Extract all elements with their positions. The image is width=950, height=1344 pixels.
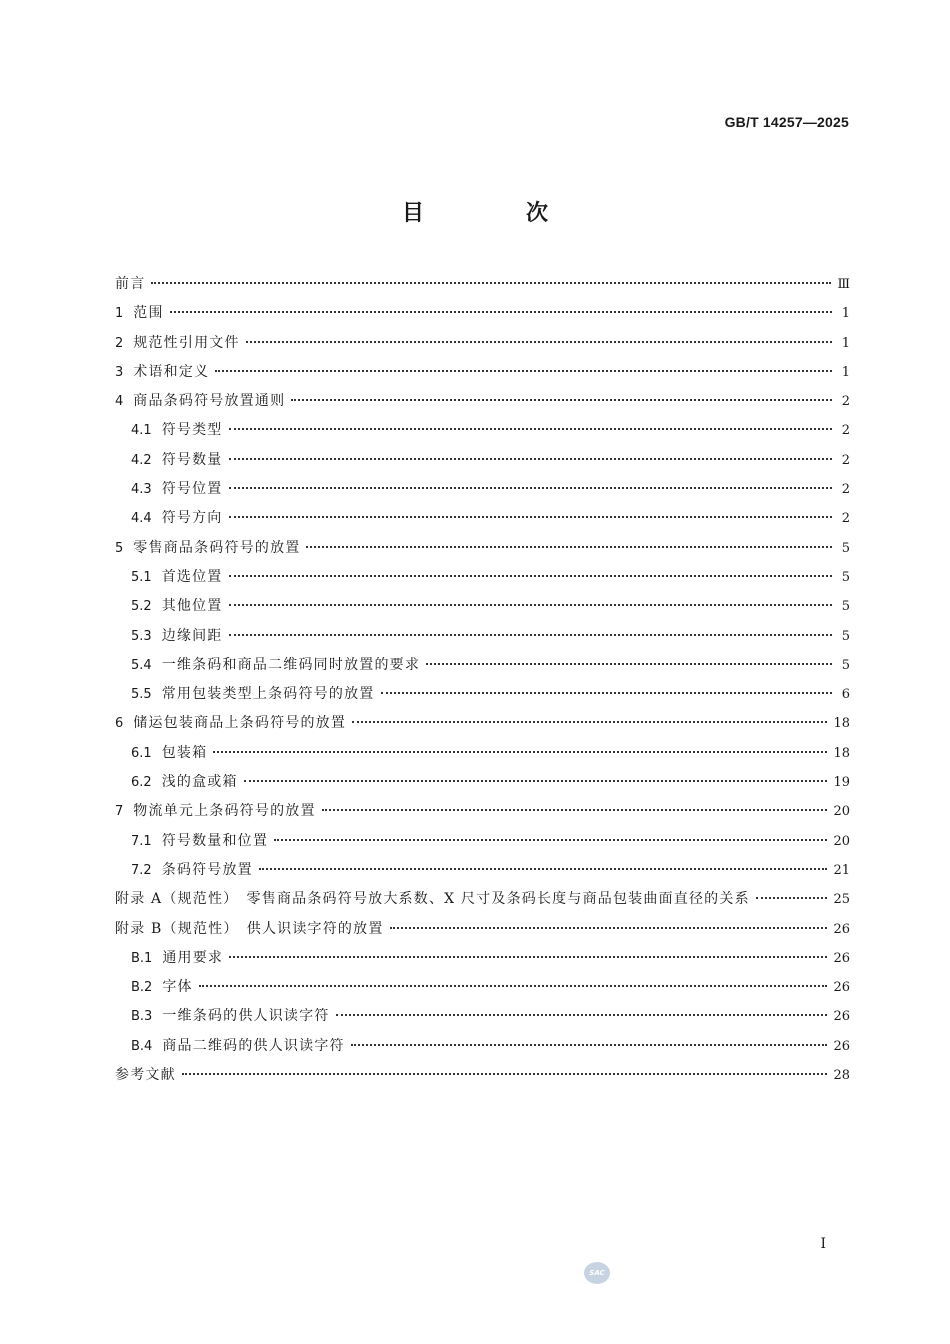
toc-entry[interactable]: [115, 680, 850, 709]
toc-entry-page: 18: [833, 745, 850, 761]
toc-entry-label: 符号方向: [161, 510, 223, 527]
toc-entry[interactable]: [115, 416, 850, 445]
toc-entry[interactable]: [115, 827, 850, 856]
toc-leader-dots: [274, 839, 827, 841]
toc-entry-number: 5.5: [131, 687, 152, 703]
toc-leader-dots: [229, 516, 833, 518]
toc-entry-page: 1: [841, 306, 850, 322]
toc-entry-number: 4: [115, 394, 124, 410]
toc-entry-page: 6: [841, 687, 850, 703]
toc-entry-label: 附录 B（规范性） 供人识读字符的放置: [115, 920, 384, 937]
toc-entry-number: B.4: [131, 1038, 153, 1054]
toc-leader-dots: [352, 721, 827, 723]
toc-entry[interactable]: [115, 1061, 850, 1090]
toc-entry-number: 5: [115, 540, 124, 556]
toc-leader-dots: [246, 341, 832, 343]
toc-entry-page: 5: [841, 599, 850, 615]
toc-leader-dots: [291, 399, 832, 401]
toc-entry-label: 符号位置: [161, 481, 223, 498]
toc-entry-label: 边缘间距: [161, 627, 223, 644]
toc-leader-dots: [259, 868, 828, 870]
toc-leader-dots: [229, 634, 833, 636]
toc-entry[interactable]: [115, 1002, 850, 1031]
toc-entry[interactable]: [115, 299, 850, 328]
toc-entry-number: 6.2: [131, 775, 152, 791]
toc-entry-page: 5: [841, 569, 850, 585]
toc-entry-page: 25: [833, 892, 850, 908]
toc-entry[interactable]: [115, 592, 850, 621]
toc-entry-number: 7: [115, 804, 124, 820]
toc-leader-dots: [199, 985, 828, 987]
toc-entry[interactable]: [115, 973, 850, 1002]
toc-entry-label: 浅的盒或箱: [161, 774, 238, 791]
toc-entry-page: Ⅲ: [837, 277, 850, 292]
toc-entry[interactable]: [115, 944, 850, 973]
toc-entry-page: 2: [841, 452, 850, 468]
toc-leader-dots: [229, 487, 833, 489]
toc-entry-number: 5.4: [131, 657, 152, 673]
toc-entry[interactable]: [115, 856, 850, 885]
toc-entry-label: 字体: [162, 979, 193, 996]
toc-entry-page: 2: [841, 511, 850, 527]
toc-entry-label: 其他位置: [161, 598, 223, 615]
toc-entry-page: 5: [841, 657, 850, 673]
toc-entry-number: 5.3: [131, 628, 152, 644]
toc-entry-page: 26: [833, 980, 850, 996]
toc-leader-dots: [244, 780, 828, 782]
toc-entry-label: 条码符号放置: [161, 861, 253, 878]
toc-entry-number: 3: [115, 364, 124, 380]
toc-entry-number: 5.2: [131, 599, 152, 615]
toc-leader-dots: [229, 604, 833, 606]
toc-entry-page: 26: [833, 921, 850, 937]
toc-leader-dots: [229, 575, 833, 577]
toc-entry-number: B.3: [131, 1009, 153, 1025]
table-of-contents: [115, 270, 850, 1090]
toc-leader-dots: [229, 428, 833, 430]
toc-entry-page: 1: [841, 364, 850, 380]
toc-leader-dots: [215, 370, 832, 372]
toc-leader-dots: [306, 546, 832, 548]
toc-entry-page: 28: [833, 1068, 850, 1084]
toc-leader-dots: [229, 956, 827, 958]
toc-entry-label: 范围: [133, 305, 164, 322]
toc-entry-label: 通用要求: [162, 949, 224, 966]
toc-entry[interactable]: [115, 358, 850, 387]
toc-leader-dots: [213, 751, 827, 753]
toc-entry-label: 参考文献: [115, 1067, 176, 1084]
toc-entry-number: B.1: [131, 950, 153, 966]
toc-entry-page: 18: [833, 716, 850, 732]
toc-entry[interactable]: [115, 915, 850, 944]
toc-entry-label: 物流单元上条码符号的放置: [133, 803, 316, 820]
toc-entry-number: 4.2: [131, 452, 152, 468]
toc-entry[interactable]: [115, 1032, 850, 1061]
toc-entry[interactable]: [115, 504, 850, 533]
toc-leader-dots: [390, 927, 828, 929]
sac-logo: SAC: [584, 1262, 610, 1284]
toc-entry-page: 5: [841, 540, 850, 556]
toc-entry-label: 一维条码的供人识读字符: [162, 1008, 330, 1025]
toc-entry-number: 7.2: [131, 862, 152, 878]
toc-entry[interactable]: [115, 270, 850, 299]
toc-leader-dots: [756, 897, 828, 899]
toc-entry-label: 首选位置: [161, 568, 223, 585]
toc-leader-dots: [351, 1044, 828, 1046]
toc-entry[interactable]: [115, 446, 850, 475]
page-title: 目 次: [401, 201, 588, 226]
toc-entry-page: 26: [833, 1009, 850, 1025]
toc-leader-dots: [336, 1014, 828, 1016]
toc-entry-page: 2: [841, 394, 850, 410]
toc-entry-number: B.2: [131, 980, 153, 996]
page-number: I: [820, 1236, 826, 1252]
toc-entry-label: 商品二维码的供人识读字符: [162, 1037, 345, 1054]
toc-entry-page: 26: [833, 950, 850, 966]
toc-entry-label: 储运包装商品上条码符号的放置: [133, 715, 347, 732]
toc-leader-dots: [229, 458, 833, 460]
toc-entry-label: 前言: [115, 276, 146, 292]
toc-entry-number: 7.1: [131, 833, 152, 849]
toc-entry[interactable]: [115, 651, 850, 680]
toc-entry-number: 6: [115, 716, 124, 732]
toc-entry-page: 21: [833, 862, 850, 878]
toc-entry-number: 6.1: [131, 745, 152, 761]
toc-entry-number: 5.1: [131, 569, 152, 585]
toc-entry[interactable]: [115, 797, 850, 826]
toc-entry-page: 5: [841, 628, 850, 644]
toc-entry-label: 符号类型: [161, 422, 223, 439]
toc-entry-page: 2: [841, 482, 850, 498]
toc-entry-label: 一维条码和商品二维码同时放置的要求: [161, 656, 421, 673]
toc-entry-label: 符号数量: [161, 451, 223, 468]
toc-entry-number: 1: [115, 306, 124, 322]
toc-entry-page: 20: [833, 804, 850, 820]
toc-entry-label: 包装箱: [161, 744, 208, 761]
toc-entry-page: 20: [833, 833, 850, 849]
toc-entry-number: 4.1: [131, 423, 152, 439]
toc-entry[interactable]: [115, 387, 850, 416]
toc-entry-label: 术语和定义: [133, 363, 210, 380]
toc-leader-dots: [170, 311, 832, 313]
toc-leader-dots: [182, 1073, 828, 1075]
toc-entry-label: 符号数量和位置: [161, 832, 269, 849]
toc-entry-page: 1: [841, 335, 850, 351]
toc-entry-label: 商品条码符号放置通则: [133, 393, 286, 410]
toc-entry[interactable]: [115, 739, 850, 768]
toc-entry-label: 附录 A（规范性） 零售商品条码符号放大系数、X 尺寸及条码长度与商品包装曲面直径的关系: [115, 891, 750, 908]
toc-entry[interactable]: [115, 885, 850, 914]
toc-leader-dots: [426, 663, 832, 665]
toc-entry[interactable]: [115, 622, 850, 651]
toc-entry[interactable]: [115, 709, 850, 738]
toc-entry-number: 4.4: [131, 511, 152, 527]
toc-entry-number: 4.3: [131, 482, 152, 498]
toc-entry[interactable]: [115, 534, 850, 563]
toc-leader-dots: [381, 692, 833, 694]
toc-entry-page: 19: [833, 775, 850, 791]
toc-entry-label: 规范性引用文件: [133, 334, 240, 351]
toc-entry[interactable]: [115, 563, 850, 592]
toc-entry-label: 零售商品条码符号的放置: [133, 539, 301, 556]
toc-entry[interactable]: [115, 475, 850, 504]
toc-entry[interactable]: [115, 329, 850, 358]
toc-leader-dots: [322, 809, 828, 811]
toc-entry[interactable]: [115, 768, 850, 797]
standard-number: GB/T 14257—2025: [724, 114, 849, 130]
toc-entry-page: 26: [833, 1038, 850, 1054]
toc-entry-page: 2: [841, 423, 850, 439]
toc-entry-label: 常用包装类型上条码符号的放置: [161, 686, 375, 703]
toc-leader-dots: [151, 282, 831, 284]
toc-entry-number: 2: [115, 335, 124, 351]
